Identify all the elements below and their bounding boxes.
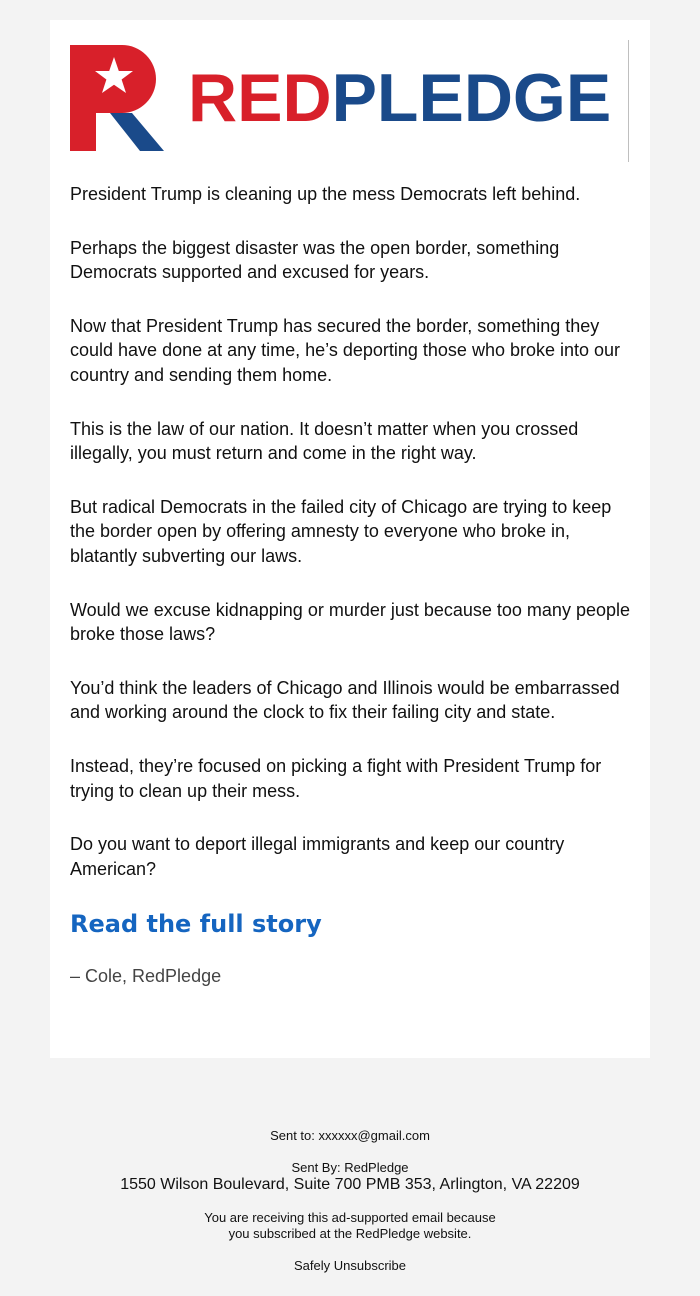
body-paragraph: President Trump is cleaning up the mess Democrats left behind. [70,184,581,204]
brand-wordmark-red: RED [188,60,332,136]
unsubscribe-link[interactable]: Safely Unsubscribe [294,1258,406,1273]
brand-wordmark [188,60,612,136]
body-paragraph: You’d think the leaders of Chicago and Illinois would be embarrassed and working around the clock to fix their failing city and state. [70,677,620,723]
redpledge-logo-mark-icon [70,45,164,151]
body-paragraph: This is the law of our nation. It doesn’t matter when you crossed illegally, you must return and come in the right way. [70,418,579,464]
brand-wordmark-blue: PLEDGE [331,60,612,136]
subscription-notice-line-2: you subscribed at the RedPledge website. [228,1226,472,1241]
body-paragraph: But radical Democrats in the failed city of Chicago are trying to keep the border open by offering amnesty to everyone who broke in, blatantly subverting our laws. [70,496,612,566]
body-paragraph: Perhaps the biggest disaster was the open border, something Democrats supported and excused for years. [70,237,560,283]
email-card [50,20,650,1058]
sent-by-line: Sent By: RedPledge [291,1160,409,1175]
logo-divider [628,40,629,162]
body-paragraph: Would we excuse kidnapping or murder just because too many people broke those laws? [70,599,630,645]
subscription-notice-line-1: You are receiving this ad-supported email because [204,1210,496,1225]
email-body [70,182,635,987]
email-footer [0,1128,700,1274]
read-full-story-link[interactable]: Read the full story [70,910,322,939]
body-paragraph: Now that President Trump has secured the border, something they could have done at any time, he’s deporting those who broke into our country and sending them home. [70,315,621,385]
sender-address: 1550 Wilson Boulevard, Suite 700 PMB 353, Arlington, VA 22209 [120,1176,580,1193]
sent-to-line: Sent to: xxxxxx@gmail.com [270,1128,430,1143]
body-paragraph: Instead, they’re focused on picking a fight with President Trump for trying to clean up their mess. [70,755,602,801]
signoff: – Cole, RedPledge [70,966,222,987]
redpledge-logo[interactable] [70,40,630,156]
body-paragraph: Do you want to deport illegal immigrants and keep our country American? [70,834,565,879]
